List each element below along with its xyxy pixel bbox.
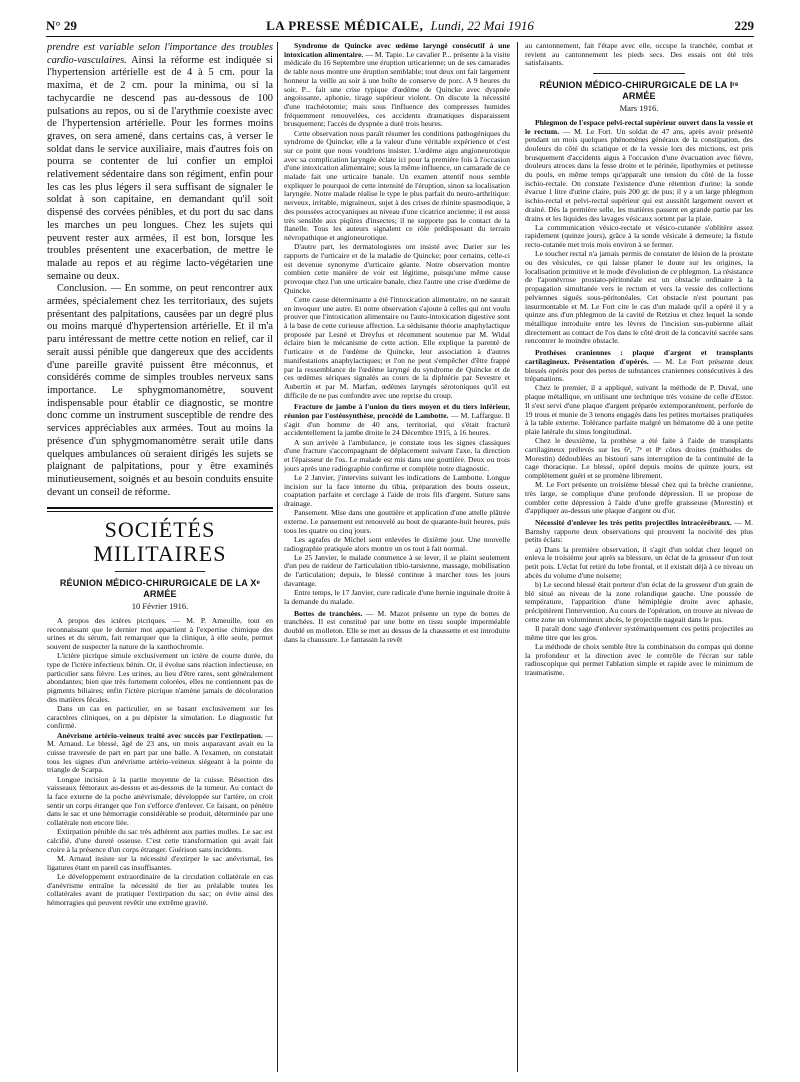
paragraph: Le développement extraordinaire de la circulation collatérale en cas d'anévrisme entraîne la nécessité de lier au préalable toutes les collatérales avant de pratiquer l'extirpation du sac; on évite ainsi des hémorragies qui peuvent revêtir une extrême gravité.	[47, 871, 273, 908]
paragraph: b) Le second blessé était porteur d'un éclat de la grosseur d'un grain de blé situé au niveau de la zone rolandique gauche. Une poussée de température, l'apparition d'une hémiplégie droite avec aphasie, précipitèrent l'intervention. Au cours de l'opération, on trouve au niveau de cette zone un volumineux abcès, le projectile nageait dans le pus.	[525, 579, 753, 624]
article-continuation	[47, 42, 273, 499]
article-title: Phlegmon de l'espace pelvi-rectal supérieur ouvert dans la vessie et le rectum.	[525, 117, 753, 136]
paragraph: A son arrivée à l'ambulance, je constate tous les signes classiques d'une fracture s'accompagnant de déplacement suivant l'axe, la direction et l'épaisseur de l'os. Le malade est mis dans une gouttière. Deux ou trois jours après une radiographie confirme et complète notre diagnostic.	[284, 437, 510, 473]
paragraph: Bottes de tranchées. — M. Mazot présente un type de bottes de tranchées. Il est constitué par une botte en tissu souple imperméable doublé en molleton. Elle se met au dessus de la chaussette et est introduite dans la chaussure. Le fantassin la revêt	[284, 608, 510, 644]
paragraph: Prothèses craniennes : plaque d'argent et transplants cartilagineux. Présentation d'opérés. — M. Le Fort présente deux blessés opérés pour des pertes de substances craniennes consécutives à des trépanations.	[525, 348, 753, 384]
section-rule	[47, 507, 273, 512]
paragraph: Extirpation pénible du sac très adhérent aux parties molles. Le sac est calcifié, d'une dureté osseuse. C'est cette transformation qui avait fait croire à la présence d'un corps étranger. Guérison sans incidents.	[47, 827, 273, 854]
masthead	[46, 18, 754, 34]
paragraph: Phlegmon de l'espace pelvi-rectal supérieur ouvert dans la vessie et le rectum. — M. Le Fort. Un soldat de 47 ans, après avoir présenté pendant un mois quelques phénomènes généraux de la constipation, des douleurs du côté du sciatique et de la vessie lors des mictions, est pris brusquement d'accidents aigus à l'occasion d'une évacuation avec fièvre, douleurs atroces dans la fesse droite et le périnée, lipothymies et petitesse du pouls, en même temps qu'apparaît une tension du côté de la fosse ischio-rectale. On constate l'existence d'une rétention d'urine: la sonde évacue 1 litre d'urine claire, puis 200 gr. de pus; il y a un large phlegmon ischio-rectal et pelvi-rectal supérieur qui est aussitôt largement ouvert et drainé. Dès la première selle, les matières passent en grande partie par les drains et les liquides des lavages vésicaux sortent par la plaie.	[525, 117, 753, 223]
paragraph: Nécessité d'enlever les très petits projectiles intracérébraux. — M. Barnsby rapporte deux observations qui prouvent la nocivité des plus petits éclats:	[525, 517, 753, 545]
journal-title: LA PRESSE MÉDICALE,	[266, 18, 424, 33]
paragraph: au cantonnement, fait l'étape avec elle, occupe la tranchée, combat et revient au cantonnement les pieds secs. Des essais ont été très satisfaisants.	[525, 42, 753, 68]
header-rule	[46, 36, 754, 37]
paragraph: Syndrome de Quincke avec œdème laryngé consécutif à une intoxication alimentaire. — M. Tapie. Le cavalier P... présente à la visite médicale du 16 Septembre une éruption urticarienne; un de ses camarades de table nous montre une éruption semblable; tout deux ont fait largement honneur la veille au soir à une boîte de conserve de porc. A 9 heures du soir, P... fait une crise typique d'œdème de Quincke avec dyspnée angoissante, aphonie, tirage supérieur violent. On discute la nécessité d'une trachéotomie; mais sous l'influence des compresses humides fréquemment renouvelées, ces accidents dramatiques disparaissent brusquement; l'accès de dyspnée a duré trois heures.	[284, 42, 510, 129]
article-title: Bottes de tranchées.	[294, 608, 363, 618]
section-title: SOCIÉTÉS MILITAIRES	[93, 517, 227, 567]
issue-date: Lundi, 22 Mai 1916	[430, 18, 534, 33]
meeting-title: RÉUNION MÉDICO-CHIRURGICALE DE LA Xᵉ ARMÉE	[59, 578, 261, 600]
meeting-date: Mars 1916.	[619, 103, 659, 114]
page-number: 229	[734, 18, 754, 33]
article-title: Anévrisme artério-veineux traité avec succès par l'extirpation.	[57, 730, 263, 740]
paragraph: Anévrisme artério-veineux traité avec succès par l'extirpation. — M. Arnaud. Le blessé, âgé de 23 ans, un mois auparavant avait eu la cuisse traversée de part en part par une balle. A l'examen, on constatait tous les signes d'un anévrisme artério-veineux siégeant à la pointe du triangle de Scarpa.	[47, 730, 273, 775]
paragraph: Cette observation nous paraît résumer les conditions pathogéniques du syndrome de Quincke; elle a la valeur d'une véritable expérience et c'est sur ce point que nous voudrions insister. L'œdème aigu angioneurotique avec sa complication laryngée éclate ici pour la première fois à l'occasion d'une intoxication alimentaire; sous la même influence, un camarade de ce malade fait une urticaire banale. Un examen attentif nous semble expliquer le pourquoi de cette intensité de l'éruption, sinon sa localisation laryngée. Notre malade réalise le type le plus parfait du neuro-arthritique: nerveux, irritable, migraineux, sujet à des crises de rhinite spasmodique, à des poussées acrocyaniques au niveau d'une cicatrice ancienne; il est aussi très sensible aux piqûres d'insectes; il ne supporte pas le contact de la flanelle. Tous les auteurs signalent ce rôle prédisposant du terrain névropathique et angioneurotique.	[284, 128, 510, 242]
article-title: Prothèses craniennes : plaque d'argent et transplants cartilagineux. Présentation d'opérés.	[525, 348, 753, 366]
paragraph: Le 2 Janvier, j'intervins suivant les indications de Lambotte. Longue incision sur la face interne du tibia, préparation des bouts osseux, coaptation parfaite et cerclage à l'aide de trois fils d'argent. Suture sans drainage.	[284, 472, 510, 509]
column-middle	[284, 42, 510, 1072]
paragraph: Fracture de jambe à l'union du tiers moyen et du tiers inférieur, réunion par l'ostéosynthèse, procédé de Lambotte. — M. Laffargue. Il s'agit d'un homme de 40 ans, territorial, qui s'était fracturé accidentellement la jambe droite le 24 Décembre 1915, à 16 heures.	[284, 402, 510, 438]
running-header	[46, 18, 754, 38]
paragraph: La communication vésico-rectale et vésico-cutanée s'oblitère assez rapidement (quinze jours), grâce à la sonde vésicale à demeure; la fistule recto-cutanée met trois mois environ à se fermer.	[525, 222, 753, 250]
paragraph: Le 25 Janvier, le malade commence à se lever, il se plaint seulement d'un peu de raideur de l'articulation tibio-tarsienne, massage, mobilisation de l'articulation; depuis, le blessé continue à marcher tous les jours davantage.	[284, 552, 510, 588]
issue-number: N° 29	[46, 18, 77, 33]
conclusion-paragraph: Conclusion. — En somme, on peut rencontrer aux armées, spécialement chez les territoriaux, des sujets présentant des palpitations, causées par un degré plus ou moins marqué d'hypertension artérielle. Et il m'a paru intéressant de mettre cette notion en relief, car il serait aussi pénible que dangereux que des accidents d'une pareille gravité puissent être méconnus, et considérés comme de simples troubles nerveux sans importance. Le sphygmomanomètre, souvent indispensable pour établir ce diagnostic, se montre donc comme un instrument susceptible de rendre des services appréciables aux armées. Tout au moins la présence d'un sphygmomanomètre serait utile dans quelques ambulances où seraient dirigés les sujets se plaignant de palpitations, pour y être examinés minutieusement, soignés et au besoin conduits ensuite devant un conseil de réforme.	[47, 283, 273, 498]
article-title: Nécessité d'enlever les très petits projectiles intracérébraux.	[535, 517, 732, 527]
paragraph: D'autre part, les dermatologistes ont insisté avec Darier sur les rapports de l'urticaire et de la maladie de Quincke; pour certains, celle-ci est devenue synonyme d'urticaire géante. Notre observation montre combien cette manière de voir est légitime, puisqu'une même cause provoque chez l'un une urticaire banale, chez l'autre une crise d'œdème de Quincke.	[284, 242, 510, 295]
paragraph: Longue incision à la partie moyenne de la cuisse. Résection des vaisseaux fémoraux au-dessus et au-dessous de la tumeur. Au contact de la face externe de la poche anévrismale, développée sur l'artère, on croit sentir un corps étranger que l'on s'efforce d'enlever. Ce faisant, on pénètre dans le sac et une hémorragie considérable se produit, déterminée par une collatérale non encore liée.	[47, 774, 273, 828]
paragraph: a) Dans la première observation, il s'agit d'un soldat chez lequel on enleva le troisième jour après sa blessure, un éclat de la grosseur d'un tout petit pois. L'éclat fut retiré du lobe frontal, et il existait déjà à ce niveau un abcès du volume d'une noisette;	[525, 544, 753, 580]
article-title: Fracture de jambe à l'union du tiers moyen et du tiers inférieur, réunion par l'ostéosynthèse, procédé de Lambotte.	[284, 402, 510, 421]
article-title: Syndrome de Quincke avec œdème laryngé consécutif à une intoxication alimentaire.	[284, 42, 510, 59]
paragraph: Dans un cas en particulier, en se basant exclusivement sur les caractères cliniques, on a pu dépister la simulation. Le diagnostic fut confirmé.	[47, 704, 273, 731]
meeting-title: RÉUNION MÉDICO-CHIRURGICALE DE LA Iʳᵉ ARMÉE	[539, 80, 739, 102]
paragraph: Le toucher rectal n'a jamais permis de constater de lésion de la prostate ou des vésicules, ce qui laisse planer le doute sur les origines, la localisation primitive et le mode d'évolution de ce phlegmon. La résistance de l'aponévrose prostato-péritonéale est un obstacle ordinaire à la propagation simultanée vers le rectum et vers la vessie des collections pelviennes sigués sous-péritonéales. Cet obstacle n'est pourtant pas insurmontable et M. Le Fort cite le cas d'un malade qu'il a opéré il y a quinze ans d'un phlegmon de la cavité de Retzius et chez lequel la sonde métallique introduite entre les lèvres de l'incision sus-pubienne allait directement au contact de l'os dans le côté droit de la concavité sacrée sans rencontrer le moindre obstacle.	[525, 249, 753, 346]
paragraph: Pansement. Mise dans une gouttière et application d'une attelle plâtrée externe. Le pansement est renouvelé au bout de quarante-huit heures, puis tous les quatre ou cinq jours.	[284, 508, 510, 535]
paragraph: Il paraît donc sage d'enlever systématiquement ces petits projectiles au même titre que les gros.	[525, 623, 753, 642]
paragraph: Cette cause déterminante a été l'intoxication alimentaire, on ne saurait en invoquer une autre. Et notre observation s'ajoute à celles qui ont voulu prouver que l'intoxication alimentaire ou l'auto-intoxication digestive sont à la base de cette curieuse affection. La séduisante théorie anaphylactique proposée par Lesné et Dreyfus et récemment soutenue par M. Widal éclaire bien le mécanisme de cette action. Elle explique la parenté de l'urticaire et de l'œdème de Quincke, leur association à d'autres manifestations anaphylactiques; et l'on ne peut s'empêcher d'être frappé par la ressemblance de l'œdème laryngé du syndrome de Quincke et de ces œdèmes sériques signalés au cours de la diphtérie par Sevestre et Aubertin et par M. Marfan, œdèmes laryngés sérotoniques qu'il est difficile de ne pas confondre avec une reprise du croup.	[284, 294, 510, 400]
paragraph: M. Le Fort présente un troisième blessé chez qui la brèche cranienne, très large, se complique d'une profonde dépression. Il se propose de combler cette dépression à l'aide d'une greffe graisseuse (Morestin) et d'appliquer au-dessus une plaque d'argent ou d'or.	[525, 480, 753, 516]
paragraph: M. Arnaud insiste sur la nécessité d'extirper le sac anévrismal, les ligatures étant en pareil cas insuffisantes.	[47, 854, 273, 872]
column-divider	[277, 42, 278, 1072]
column-right	[525, 42, 753, 1072]
paragraph: A propos des ictères picriques. — M. P. Ameuille, tout en reconnaissant que le dernier mot appartient à l'expertise chimique des urines et du sérum, fait remarquer que la clinique, à elle seule, permet souvent de suspecter la nature de la xanthochromie.	[47, 616, 273, 652]
paragraph: Chez le deuxième, la prothèse a été faite à l'aide de transplants cartilagineux prélevés sur les 6ᵉ, 7ᵉ et 8ᵉ côtes droites (méthodes de Morestin) dédoublées au bistouri sans interruption de la continuité de la cage thoracique. Le blessé, opéré depuis moins de quinze jours, est complètement guéri et se promène librement.	[525, 436, 753, 480]
meeting-date: 10 Février 1916.	[131, 601, 189, 612]
column-divider	[517, 42, 518, 1072]
paragraph: Les agrafes de Michel sont enlevées le dixième jour. Une nouvelle radiographie pratiquée alors montre un os tout à fait normal.	[284, 534, 510, 553]
divider	[115, 571, 205, 572]
column-left	[47, 42, 273, 1072]
paragraph: Entre temps, le 17 Janvier, cure radicale d'une hernie inguinale droite à la demande du malade.	[284, 588, 510, 606]
paragraph: La méthode de choix semble être la combinaison du compas qui donne la profondeur et la direction avec le contrôle de l'écran sur table radioscopique qui permet l'ablation simple et rapide avec le minimum de traumatisme.	[525, 641, 753, 677]
paragraph: Chez le premier, il a appliqué, suivant la méthode de P. Duval, une plaque métallique, en utilisant une technique très voisine de celle d'Estor. Il s'est servi d'une plaque d'argent préparée extemporanément, perforée de 19 trous et munie de 3 tenons engagés dans les petites mortaises pratiquées à la table externe. Tolérance parfaite malgré un hématome dû à une petite plaie latérale du sinus longitudinal.	[525, 383, 753, 436]
divider	[593, 73, 684, 74]
paragraph: L'ictère picrique simule exclusivement un ictère de courte durée, du type de l'ictère infectieux bénin. Or, il évolue sans réaction infectieuse, en particulier sans fièvre. Les urines, au lieu d'être rares, sont généralement abondantes; bien que très fortement colorées, elles ne contiennent pas de pigments biliaires; enfin l'ictère picrique n'amène jamais de décoloration des matières fécales.	[47, 651, 273, 704]
paragraph: prendre est variable selon l'importance des troubles cardio-vasculaires. Ainsi la réforme est indiquée si l'hypertension artérielle est de 4 à 5 cm. pour la maxima, et de 2 cm. pour la minima, ou si la tachycardie ne descend pas au-dessous de 100 pulsations au repos, ou si de l'arythmie coexiste avec de l'hypertension artérielle. Pour les formes moins graves, on sera amené, dans certains cas, à verser le soldat dans le service auxiliaire, mais d'autres fois on pourra se contenter de lui confier un emploi relativement sédentaire dans son régiment, enfin pour les cas les plus légers il sera suffisant de signaler le soldat à son capitaine, en demandant qu'il soit dispensé des corvées pénibles, et du port du sac dans les marches un peu longues. Chez les sujets qui peuvent rester aux armées, il est bon, lorsque les troubles présentent une exacerbation, de mettre le malade au repos et au régime lacto-végétarien une semaine ou deux.	[47, 42, 273, 282]
